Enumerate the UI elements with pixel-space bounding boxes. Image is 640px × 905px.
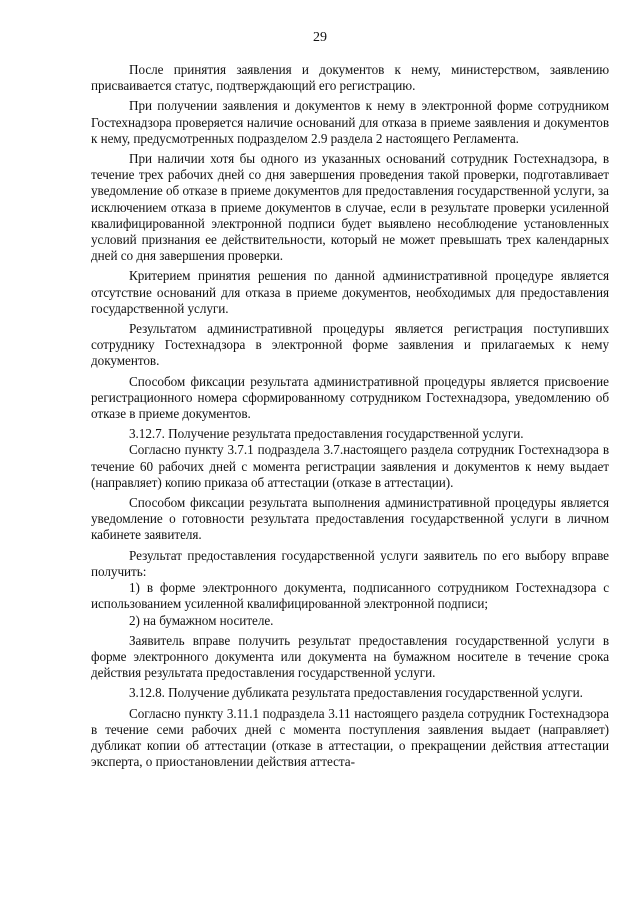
paragraph: После принятия заявления и документов к нему, министерством, заявлению присваивается статус, подтверждающий его регистрацию. <box>91 62 609 94</box>
paragraph: Результат предоставления государственной услуги заявитель по его выбору вправе получить: <box>91 547 609 579</box>
paragraph: Согласно пункту 3.11.1 подраздела 3.11 настоящего раздела сотрудник Гостехнадзора в течение семи рабочих дней с момента поступления заявления выдает (направляет) дубликат копии об аттестации (отказе в аттестации, о прекращении действия аттестации эксперта, о приостановлении действия аттеста- <box>91 705 609 770</box>
paragraph: Результатом административной процедуры является регистрация поступивших сотруднику Гостехнадзора в электронной форме заявления и прилагаемых к нему документов. <box>91 321 609 369</box>
paragraph: Критерием принятия решения по данной административной процедуре является отсутствие оснований для отказа в приеме документов, необходимых для предоставления государственной услуги. <box>91 268 609 316</box>
list-item: 1) в форме электронного документа, подписанного сотрудником Гостехнадзора с использованием усиленной квалифицированной электронной подписи; <box>91 580 609 612</box>
list-item: 2) на бумажном носителе. <box>129 612 274 628</box>
section-heading: 3.12.7. Получение результата предоставления государственной услуги. <box>129 426 524 442</box>
paragraph: Способом фиксации результата выполнения административной процедуры является уведомление о готовности результата предоставления государственной услуги в личном кабинете заявителя. <box>91 495 609 543</box>
paragraph: Заявитель вправе получить результат предоставления государственной услуги в форме электронного документа или документа на бумажном носителе в течение срока действия результата предоставления государственной услуги. <box>91 632 609 681</box>
document-body <box>91 62 609 774</box>
section-heading: 3.12.8. Получение дубликата результата предоставления государственной услуги. <box>129 685 583 701</box>
paragraph: Согласно пункту 3.7.1 подраздела 3.7.настоящего раздела сотрудник Гостехнадзора в течение 60 рабочих дней с момента регистрации заявления и документов к нему выдает (направляет) копию приказа об аттестации (отказе в аттестации). <box>91 442 609 490</box>
paragraph: При наличии хотя бы одного из указанных оснований сотрудник Гостехнадзора, в течение трех рабочих дней со дня завершения проведения такой проверки, подготавливает уведомление об отказе в приеме документов для предоставления государственной услуги, за исключением отказа в приеме документов в случае, если в результате проверки усиленной квалифицированной электронной подписи будет выявлено несоблюдение установленных условий признания ее действительности, который не может превышать трех календарных дней со дня завершения проверки. <box>91 151 609 264</box>
paragraph: Способом фиксации результата административной процедуры является присвоение регистрационного номера сформированному сотрудником Гостехнадзора, уведомлению об отказе в приеме документов. <box>91 373 609 422</box>
page-number: 29 <box>313 30 327 45</box>
paragraph: При получении заявления и документов к нему в электронной форме сотрудником Гостехнадзора проверяется наличие оснований для отказа в приеме заявления и документов к нему, предусмотренных подразделом 2.9 раздела 2 настоящего Регламента. <box>91 98 609 146</box>
